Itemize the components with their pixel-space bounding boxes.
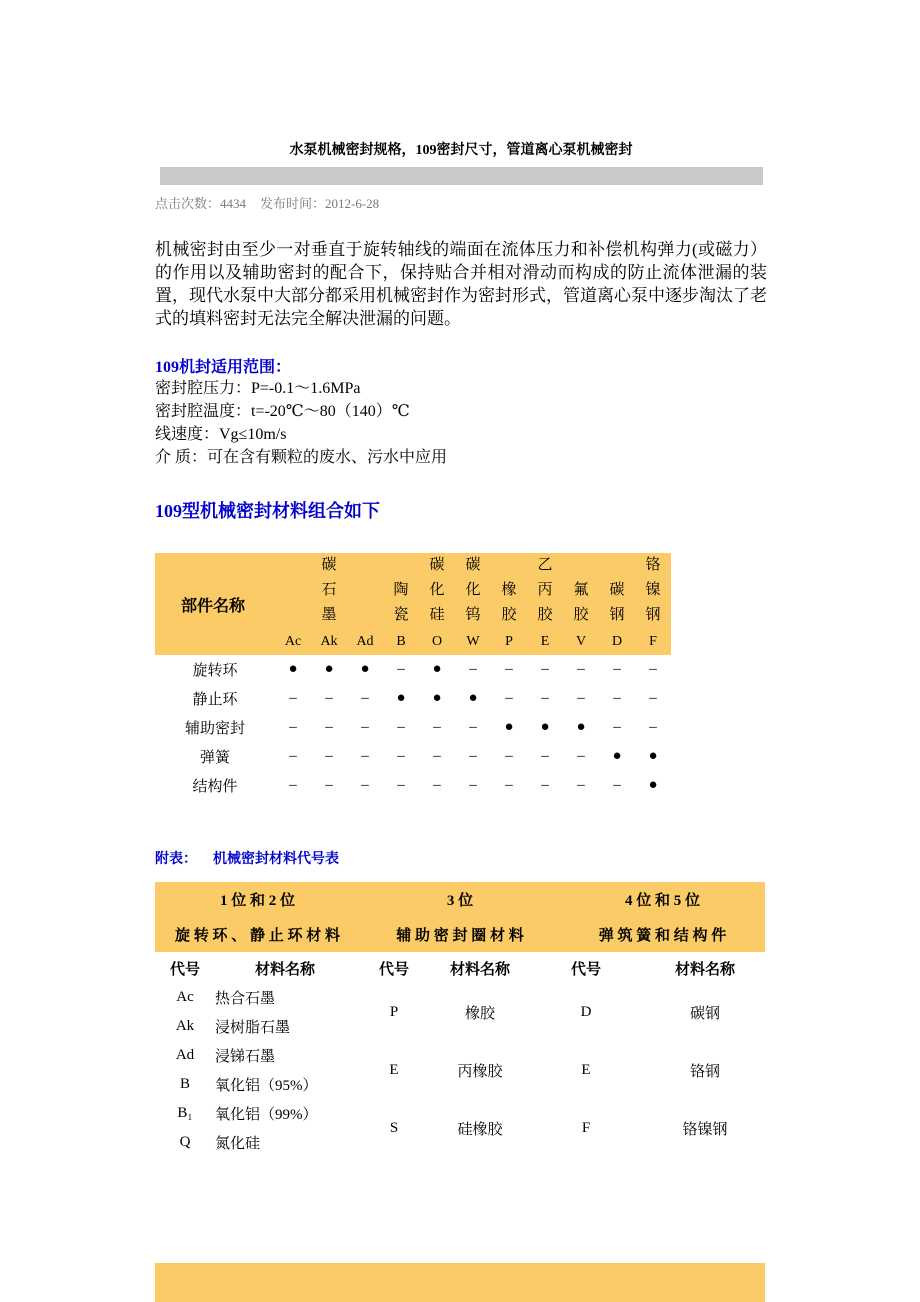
material-group-label: 乙丙胶 (537, 557, 553, 623)
header-group-position: 1 位 和 2 位 (219, 893, 295, 909)
table-row (155, 713, 671, 742)
mark-cell: – (289, 748, 297, 764)
mark-cell: ● (612, 748, 622, 764)
scope-heading: 109机封适用范围： (155, 359, 292, 376)
mark-cell: ● (324, 661, 334, 677)
code-cell: Ac (176, 989, 194, 1005)
material-code: O (431, 634, 443, 649)
mark-cell: – (469, 719, 477, 735)
component-name: 辅助密封 (184, 721, 245, 737)
material-group-label: 碳化硅 (429, 557, 445, 623)
mark-cell: – (469, 748, 477, 764)
table-row (155, 771, 671, 800)
component-name: 静止环 (192, 692, 238, 708)
codes-table-body (155, 983, 765, 1157)
name-cell: 氮化硅 (215, 1136, 261, 1152)
mark-cell: – (577, 690, 585, 706)
spec-speed: 线速度：Vg≤10m/s (155, 426, 287, 443)
code-cell: Q (179, 1134, 191, 1150)
spec-pressure: 密封腔压力：P=-0.1～1.6MPa (155, 380, 361, 397)
next-table-header-bar (155, 1263, 765, 1302)
mark-cell: – (325, 777, 333, 793)
mark-cell: ● (360, 661, 370, 677)
material-group-label: 碳钢 (609, 582, 625, 623)
mark-cell: – (397, 748, 405, 764)
mark-cell: – (577, 661, 585, 677)
spec-temperature: 密封腔温度：t=-20℃～80（140）℃ (155, 403, 410, 420)
mark-cell: – (649, 719, 657, 735)
mark-cell: – (613, 661, 621, 677)
column-header: 材料名称 (254, 962, 315, 978)
header-group-subtitle: 辅 助 密 封 圈 材 料 (396, 928, 524, 944)
mark-cell: ● (648, 748, 658, 764)
material-combination-table (155, 553, 671, 800)
mark-cell: – (289, 719, 297, 735)
mark-cell: – (613, 777, 621, 793)
column-header: 材料名称 (449, 962, 510, 978)
column-header: 代号 (169, 962, 200, 978)
header-group-subtitle: 弹 筑 簧 和 结 构 件 (598, 928, 727, 944)
mark-cell: – (613, 719, 621, 735)
material-group-label: 橡胶 (501, 582, 517, 623)
material-code: F (649, 634, 657, 649)
material-code: B (396, 634, 406, 649)
appendix-prefix: 附表： (155, 852, 197, 867)
mark-cell: – (289, 777, 297, 793)
mark-cell: – (361, 748, 369, 764)
code-cell: B₁ (177, 1105, 193, 1121)
component-name: 旋转环 (192, 663, 238, 679)
material-group-label: 陶瓷 (393, 582, 409, 623)
mark-cell: – (541, 777, 549, 793)
material-code: W (466, 634, 480, 649)
mark-cell: ● (432, 661, 442, 677)
material-code: Ak (320, 634, 338, 649)
header-group-position: 4 位 和 5 位 (624, 893, 700, 909)
mark-cell: ● (288, 661, 298, 677)
mark-cell: ● (576, 719, 586, 735)
mark-cell: – (361, 777, 369, 793)
column-header: 材料名称 (674, 962, 735, 978)
material-code: V (575, 634, 587, 649)
material-group-label: 碳石墨 (321, 557, 337, 623)
code-cell: D (580, 1003, 592, 1020)
mark-cell: – (505, 748, 513, 764)
mark-cell: – (505, 777, 513, 793)
component-name: 弹簧 (199, 750, 230, 766)
material-group-label: 铬镍钢 (645, 557, 661, 623)
mark-cell: – (361, 719, 369, 735)
title-separator-bar (160, 167, 763, 185)
mark-cell: – (433, 777, 441, 793)
name-cell: 铬镍钢 (682, 1121, 728, 1138)
mark-cell: – (433, 748, 441, 764)
code-cell: S (389, 1119, 399, 1136)
page-title: 水泵机械密封规格，109密封尺寸，管道离心泵机械密封 (289, 143, 633, 158)
code-cell: E (581, 1061, 591, 1078)
mark-cell: – (397, 661, 405, 677)
mark-cell: – (397, 719, 405, 735)
name-cell: 硅橡胶 (457, 1121, 503, 1138)
mark-cell: ● (396, 690, 406, 706)
code-cell: P (389, 1003, 399, 1020)
mark-cell: – (541, 748, 549, 764)
material-code: P (505, 634, 513, 649)
material-code: Ad (356, 634, 374, 649)
click-count: 点击次数：4434 (155, 196, 247, 211)
mark-cell: – (577, 777, 585, 793)
mark-cell: – (541, 661, 549, 677)
document-page (155, 139, 767, 1157)
mark-cell: – (541, 690, 549, 706)
material-code: E (540, 634, 550, 649)
name-cell: 浸锑石墨 (215, 1049, 276, 1065)
code-cell: E (389, 1061, 399, 1078)
name-cell: 氧化铝（99%） (215, 1107, 318, 1123)
mark-cell: – (325, 690, 333, 706)
material-group-label: 氟胶 (573, 582, 589, 623)
mark-cell: – (325, 719, 333, 735)
mark-cell: – (613, 690, 621, 706)
code-cell: B (179, 1076, 190, 1092)
name-cell: 铬钢 (689, 1063, 720, 1080)
name-cell: 氧化铝（95%） (215, 1078, 318, 1094)
mark-cell: ● (504, 719, 514, 735)
code-cell: F (581, 1119, 591, 1136)
code-cell: Ak (175, 1018, 195, 1034)
material-code: D (611, 634, 623, 649)
mark-cell: – (361, 690, 369, 706)
codes-table-header (155, 882, 765, 952)
table-row (155, 655, 671, 684)
material-code: Ac (284, 634, 302, 649)
mark-cell: – (433, 719, 441, 735)
material-codes-table (155, 882, 765, 1157)
mark-cell: ● (648, 777, 658, 793)
column-header: 代号 (378, 962, 409, 978)
combo-table-header (155, 553, 671, 655)
table-row (155, 742, 671, 771)
table-row (155, 684, 671, 713)
spec-medium: 介 质：可在含有颗粒的废水、污水中应用 (155, 449, 448, 466)
intro-paragraph: 机械密封由至少一对垂直于旋转轴线的端面在流体压力和补偿机构弹力(或磁力）的作用以及辅助密封的配合下，保持贴合并相对滑动而构成的防止流体泄漏的装置，现代水泵中大部分都采用机械密封作为密封形式，管道离心泵中逐步淘汰了老式的填料密封无法完全解决泄漏的问题。 (155, 240, 767, 328)
meta-line (155, 193, 767, 212)
mark-cell: – (469, 777, 477, 793)
component-name: 结构件 (192, 779, 238, 795)
column-header: 代号 (570, 962, 601, 978)
mark-cell: – (289, 690, 297, 706)
name-cell: 碳钢 (689, 1005, 720, 1022)
appendix-title: 机械密封材料代号表 (213, 852, 339, 867)
name-cell: 橡胶 (464, 1005, 495, 1022)
codes-column-headers (155, 954, 765, 983)
mark-cell: – (469, 661, 477, 677)
name-cell: 浸树脂石墨 (215, 1020, 291, 1036)
corner-label: 部件名称 (181, 597, 246, 615)
mark-cell: – (505, 690, 513, 706)
material-group-label: 碳化钨 (465, 557, 481, 623)
header-group-subtitle: 旋 转 环 、 静 止 环 材 料 (174, 928, 340, 944)
combo-heading: 109型机械密封材料组合如下 (155, 501, 380, 521)
publish-date: 发布时间：2012-6-28 (260, 196, 380, 211)
mark-cell: – (397, 777, 405, 793)
mark-cell: – (649, 661, 657, 677)
mark-cell: ● (432, 690, 442, 706)
mark-cell: ● (540, 719, 550, 735)
mark-cell: – (505, 661, 513, 677)
code-cell: Ad (175, 1047, 195, 1063)
name-cell: 热合石墨 (215, 991, 276, 1007)
name-cell: 丙橡胶 (457, 1063, 503, 1080)
mark-cell: ● (468, 690, 478, 706)
mark-cell: – (577, 748, 585, 764)
appendix-label (155, 848, 767, 868)
header-group-position: 3 位 (446, 893, 474, 909)
mark-cell: – (649, 690, 657, 706)
mark-cell: – (325, 748, 333, 764)
